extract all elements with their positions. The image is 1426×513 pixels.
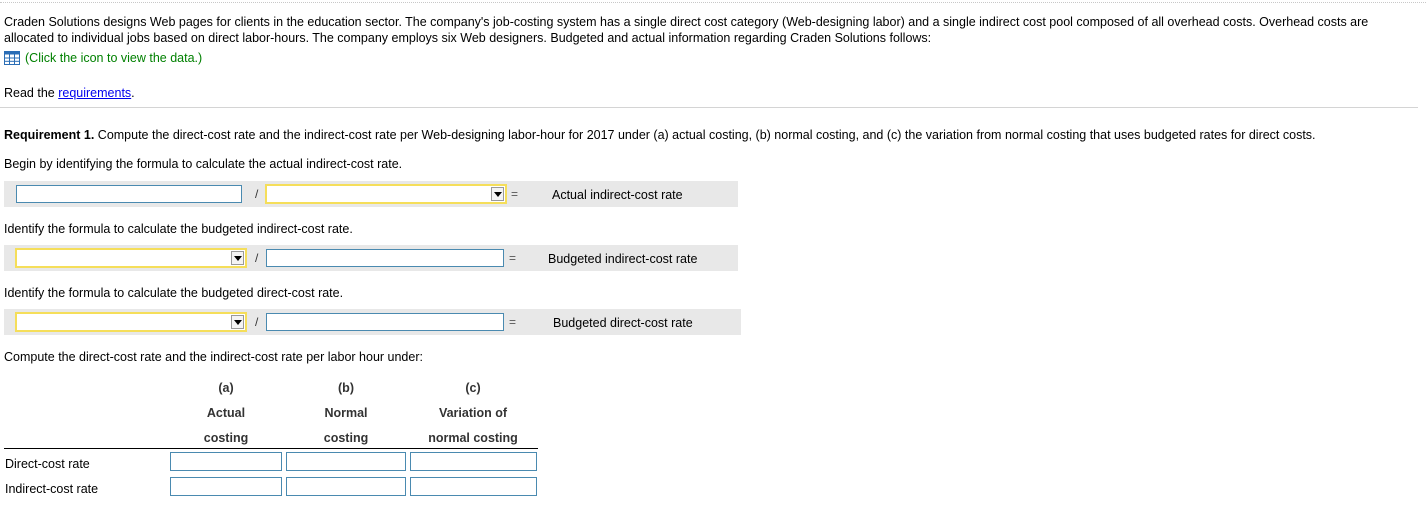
col-a-line2: costing [203, 431, 249, 445]
indirect-cost-rate-actual-input[interactable] [170, 477, 282, 496]
formula1-prompt: Begin by identifying the formula to calculate the actual indirect-cost rate. [4, 157, 403, 171]
formula1-denominator-dropdown[interactable] [265, 184, 507, 204]
formula2-prompt: Identify the formula to calculate the budgeted indirect-cost rate. [4, 222, 353, 236]
requirements-link[interactable]: requirements [58, 86, 132, 100]
direct-cost-rate-variation-input[interactable] [410, 452, 537, 471]
formula3-numerator-dropdown[interactable] [15, 312, 247, 332]
compute-prompt: Compute the direct-cost rate and the indirect-cost rate per labor hour under: [4, 350, 423, 364]
chevron-down-icon[interactable] [491, 187, 504, 201]
formula3-result-label: Budgeted direct-cost rate [553, 316, 693, 330]
direct-cost-rate-actual-input[interactable] [170, 452, 282, 471]
formula1-equals: = [511, 187, 519, 201]
col-c-letter: (c) [465, 381, 481, 395]
col-b-line1: Normal [324, 406, 368, 420]
formula3-denominator-input[interactable] [266, 313, 504, 331]
formula2-row [4, 245, 738, 271]
view-data-label[interactable]: (Click the icon to view the data.) [25, 51, 203, 65]
formula2-equals: = [509, 251, 517, 265]
col-c-line1: Variation of [438, 406, 508, 420]
col-b-line2: costing [323, 431, 369, 445]
table-header-rule [4, 448, 538, 449]
formula2-denominator-input[interactable] [266, 249, 504, 267]
formula2-result-label: Budgeted indirect-cost rate [548, 252, 698, 266]
top-divider [0, 2, 1426, 3]
formula2-divide: / [255, 251, 259, 265]
section-divider [0, 107, 1418, 108]
problem-intro: Craden Solutions designs Web pages for clients in the education sector. The company's job-costing system has a single direct cost category (Web-designing labor) and a single indirect cost pool composed of all overhead costs. Overhead costs are allocated to individual jobs based on direct labor-hours. The company employs six Web designers. Budgeted and actual information regarding Craden Solutions follows: [4, 15, 1369, 45]
requirement-1-heading: Requirement 1. [4, 128, 95, 142]
formula3-row [4, 309, 741, 335]
read-requirements-line [4, 86, 135, 100]
col-a-letter: (a) [218, 381, 234, 395]
col-c-line2: normal costing [428, 431, 518, 445]
formula1-result-label: Actual indirect-cost rate [552, 188, 683, 202]
read-suffix: . [131, 86, 135, 100]
requirement-1 [4, 128, 1316, 142]
formula1-divide: / [255, 187, 259, 201]
requirement-1-text: Compute the direct-cost rate and the indirect-cost rate per Web-designing labor-hour for 2017 under (a) actual costing, (b) normal costing, and (c) the variation from normal costing that uses budgeted rates for direct costs. [94, 128, 1316, 142]
formula3-equals: = [509, 315, 517, 329]
formula1-numerator-input[interactable] [16, 185, 242, 203]
table-grid-icon[interactable] [4, 51, 20, 65]
chevron-down-icon[interactable] [231, 251, 244, 265]
indirect-cost-rate-normal-input[interactable] [286, 477, 406, 496]
chevron-down-icon[interactable] [231, 315, 244, 329]
formula3-prompt: Identify the formula to calculate the budgeted direct-cost rate. [4, 286, 344, 300]
formula3-divide: / [255, 315, 259, 329]
indirect-cost-rate-variation-input[interactable] [410, 477, 537, 496]
col-a-line1: Actual [206, 406, 246, 420]
col-b-letter: (b) [338, 381, 354, 395]
direct-cost-rate-normal-input[interactable] [286, 452, 406, 471]
row-direct-cost-rate-label: Direct-cost rate [5, 457, 90, 471]
read-prefix: Read the [4, 86, 59, 100]
view-data-link[interactable] [4, 51, 202, 65]
row-indirect-cost-rate-label: Indirect-cost rate [5, 482, 99, 496]
formula2-numerator-dropdown[interactable] [15, 248, 247, 268]
formula1-row [4, 181, 738, 207]
